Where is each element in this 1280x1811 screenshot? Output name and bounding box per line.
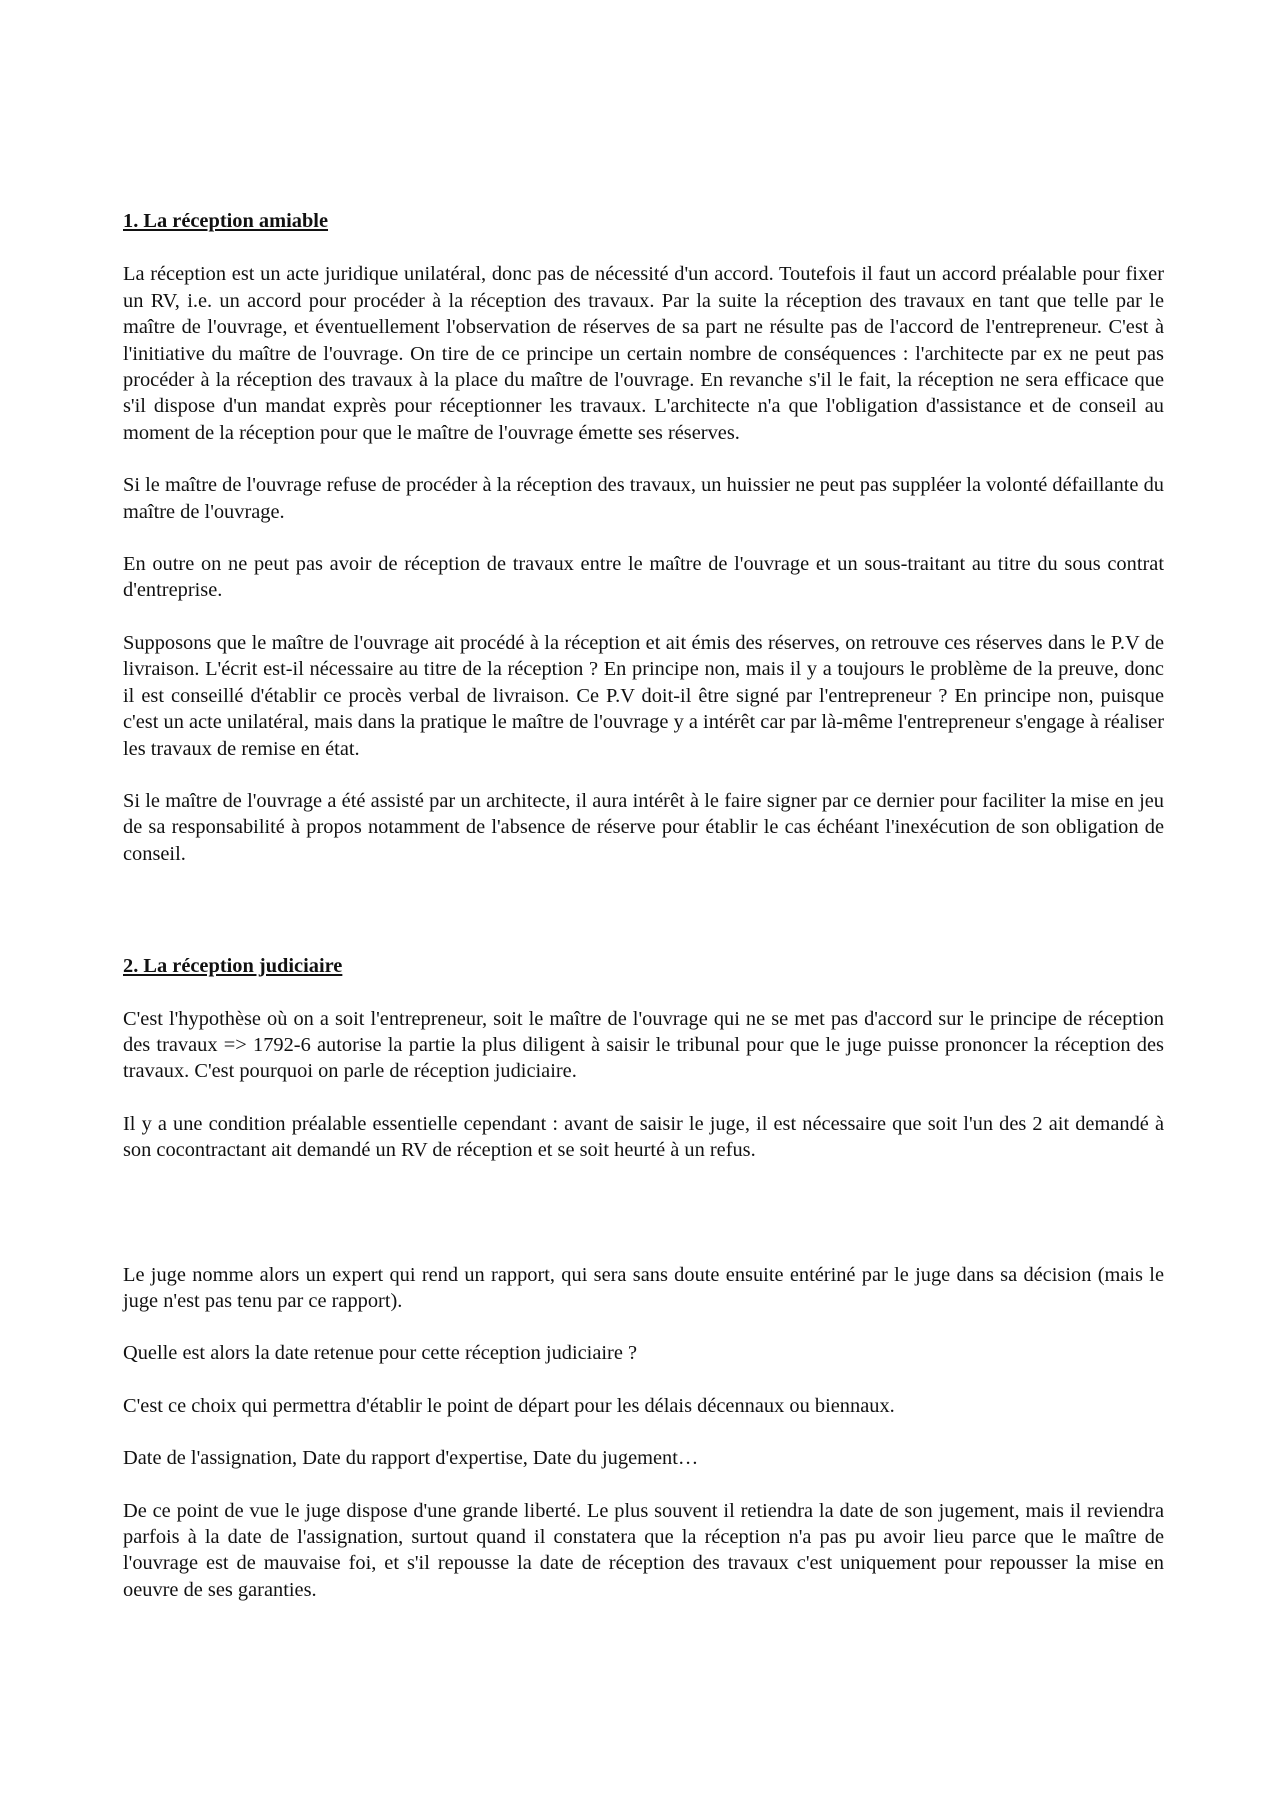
paragraph: Si le maître de l'ouvrage a été assisté par un architecte, il aura intérêt à le faire signer par ce dernier pour faciliter la mise en jeu de sa responsabilité à propos notamment de l'absence de réserve pour établir le cas échéant l'inexécution de son obligation de conseil.	[123, 789, 1164, 865]
paragraph: Il y a une condition préalable essentielle cependant : avant de saisir le juge, il est nécessaire que soit l'un des 2 ait demandé à son cocontractant ait demandé un RV de réception et se soit heurté à un refus.	[123, 1112, 1164, 1162]
section-heading-reception-judiciaire: 2. La réception judiciaire	[123, 955, 343, 978]
paragraph: En outre on ne peut pas avoir de réception de travaux entre le maître de l'ouvrage et un sous-traitant au titre du sous contrat d'entreprise.	[123, 553, 1164, 602]
paragraph: La réception est un acte juridique unilatéral, donc pas de nécessité d'un accord. Toutefois il faut un accord préalable pour fixer un RV, i.e. un accord pour procéder à la réception des travaux. Par la suite la réception des travaux en tant que telle par le maître de l'ouvrage, et éventuellement l'observation de réserves de sa part ne résulte pas de l'accord de l'entrepreneur. C'est à l'initiative du maître de l'ouvrage. On tire de ce principe un certain nombre de conséquences : l'architecte par ex ne peut pas procéder à la réception des travaux à la place du maître de l'ouvrage. En revanche s'il le fait, la réception ne sera efficace que s'il dispose d'un mandat exprès pour réceptionner les travaux. L'architecte n'a que l'obligation d'assistance et de conseil au moment de la réception pour que le maître de l'ouvrage émette ses réserves.	[123, 263, 1164, 444]
section-heading-reception-amiable: 1. La réception amiable	[123, 210, 329, 232]
paragraph: Quelle est alors la date retenue pour cette réception judiciaire ?	[123, 1342, 638, 1365]
paragraph: C'est ce choix qui permettra d'établir le point de départ pour les délais décennaux ou biennaux.	[123, 1394, 895, 1417]
paragraph: Le juge nomme alors un expert qui rend un rapport, qui sera sans doute ensuite entériné par le juge dans sa décision (mais le juge n'est pas tenu par ce rapport).	[123, 1263, 1164, 1312]
paragraph: Date de l'assignation, Date du rapport d'expertise, Date du jugement…	[123, 1447, 699, 1470]
paragraph: C'est l'hypothèse où on a soit l'entrepreneur, soit le maître de l'ouvrage qui ne se met pas d'accord sur le principe de réception des travaux => 1792-6 autorise la partie la plus diligent à saisir le tribunal pour que le juge puisse prononcer la réception des travaux. C'est pourquoi on parle de réception judiciaire.	[123, 1007, 1164, 1083]
paragraph: Supposons que le maître de l'ouvrage ait procédé à la réception et ait émis des réserves, on retrouve ces réserves dans le P.V de livraison. L'écrit est-il nécessaire au titre de la réception ? En principe non, mais il y a toujours le problème de la preuve, donc il est conseillé d'établir ce procès verbal de livraison. Ce P.V doit-il être signé par l'entrepreneur ? En principe non, puisque c'est un acte unilatéral, mais dans la pratique le maître de l'ouvrage y a intérêt car par là-même l'entrepreneur s'engage à réaliser les travaux de remise en état.	[123, 631, 1164, 760]
paragraph: Si le maître de l'ouvrage refuse de procéder à la réception des travaux, un huissier ne peut pas suppléer la volonté défaillante du maître de l'ouvrage.	[123, 474, 1164, 523]
paragraph: De ce point de vue le juge dispose d'une grande liberté. Le plus souvent il retiendra la date de son jugement, mais il reviendra parfois à la date de l'assignation, surtout quand il constatera que la réception n'a pas pu avoir lieu parce que le maître de l'ouvrage est de mauvaise foi, et s'il repousse la date de réception des travaux c'est uniquement pour repousser la mise en oeuvre de ses garanties.	[123, 1499, 1164, 1601]
document-body	[123, 208, 1164, 1629]
